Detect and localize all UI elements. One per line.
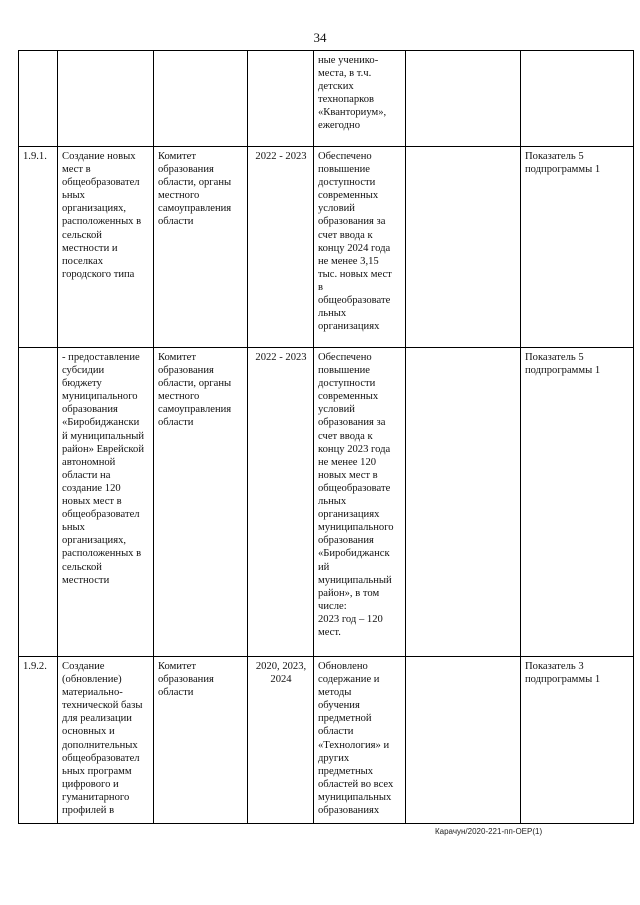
table-row: [19, 657, 634, 824]
result-cell: ные ученико- места, в т.ч. детских технопарков «Кванториум», ежегодно: [314, 51, 406, 147]
executor-cell: Комитет образования области, органы местного самоуправления области: [154, 348, 248, 657]
result-cell: Обеспечено повышение доступности современных условий образования за счет ввода к концу 2024 года не менее 3,15 тыс. новых мест в общеобразовате льных организациях: [314, 147, 406, 348]
indicator-cell: Показатель 5 подпрограммы 1: [521, 348, 634, 657]
document-stamp: Карачун/2020-221-пп-ОЕР(1): [435, 827, 543, 836]
row-number-cell: 1.9.1.: [19, 147, 58, 348]
table-row: [19, 51, 634, 147]
row-number-cell: [19, 348, 58, 657]
measure-name-cell: Создание новых мест в общеобразовател ьных организациях, расположенных в сельской местности и поселках городского типа: [58, 147, 154, 348]
measure-name-cell: - предоставление субсидии бюджету муниципального образования «Биробиджански й муниципальный район» Еврейской автономной области на создание 120 новых мест в общеобразовател ьных организациях, расположенных в сельской местности: [58, 348, 154, 657]
measure-name-cell: [58, 51, 154, 147]
table-row: [19, 348, 634, 657]
result-cell: Обновлено содержание и методы обучения предметной области «Технология» и других предметных областей во всех муниципальных образованиях: [314, 657, 406, 824]
indicator-cell: Показатель 5 подпрограммы 1: [521, 147, 634, 348]
row-number-cell: [19, 51, 58, 147]
empty-cell: [406, 657, 521, 824]
period-cell: 2022 - 2023: [248, 147, 314, 348]
indicator-cell: Показатель 3 подпрограммы 1: [521, 657, 634, 824]
executor-cell: [154, 51, 248, 147]
executor-cell: Комитет образования области, органы местного самоуправления области: [154, 147, 248, 348]
indicator-cell: [521, 51, 634, 147]
result-cell: Обеспечено повышение доступности современных условий образования за счет ввода к концу 2023 года не менее 120 новых мест в общеобразовате льных организациях муниципального образования «Биробиджанск ий муниципальный район», в том числе: 2023 год – 120 мест.: [314, 348, 406, 657]
table-row: [19, 147, 634, 348]
empty-cell: [406, 147, 521, 348]
period-cell: 2022 - 2023: [248, 348, 314, 657]
executor-cell: Комитет образования области: [154, 657, 248, 824]
empty-cell: [406, 51, 521, 147]
empty-cell: [406, 348, 521, 657]
period-cell: 2020, 2023, 2024: [248, 657, 314, 824]
program-measures-table: [18, 50, 634, 824]
row-number-cell: 1.9.2.: [19, 657, 58, 824]
measure-name-cell: Создание (обновление) материально- технической базы для реализации основных и дополнительных общеобразовател ьных программ цифрового и гуманитарного профилей в: [58, 657, 154, 824]
period-cell: [248, 51, 314, 147]
page-number: 34: [313, 30, 327, 45]
